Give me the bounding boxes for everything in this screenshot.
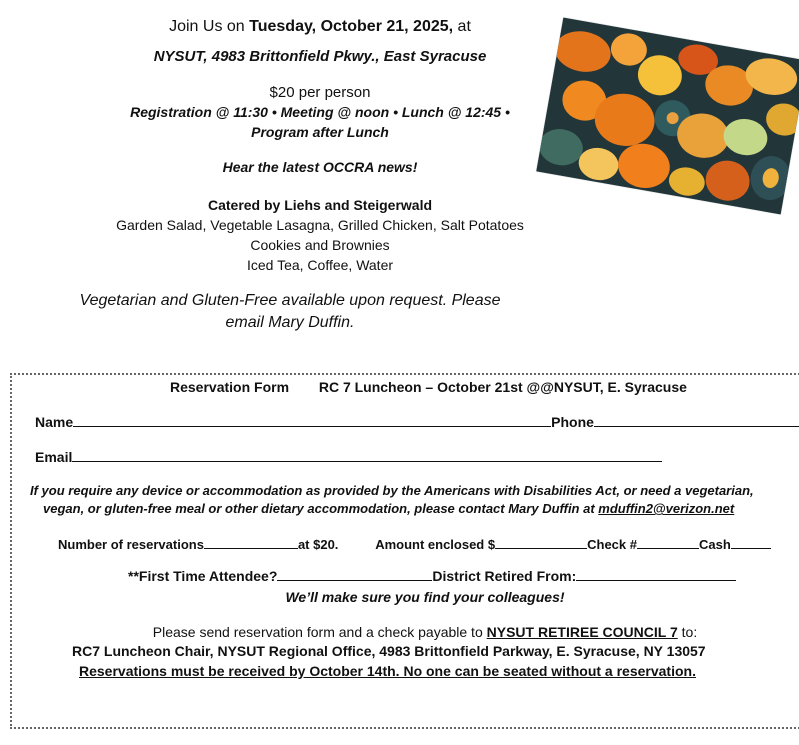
name-field[interactable]	[73, 413, 551, 427]
payment-row	[58, 535, 771, 552]
event-location: NYSUT, 4983 Brittonfield Pkwy., East Syracuse	[153, 48, 487, 65]
send-prefix: Please send reservation form and a check payable to	[152, 624, 487, 640]
news-line: Hear the latest OCCRA news!	[222, 159, 418, 175]
phone-label: Phone	[551, 414, 594, 430]
send-suffix: to:	[677, 624, 698, 640]
join-prefix: Join Us on	[169, 18, 250, 35]
name-phone-row	[35, 413, 799, 430]
num-reservations-label: Number of reservations	[58, 537, 204, 552]
cash-label: Cash	[698, 537, 731, 552]
num-reservations-field[interactable]	[204, 535, 298, 549]
first-time-row	[128, 567, 736, 584]
send-line	[0, 624, 799, 640]
join-suffix: at	[453, 18, 471, 35]
ada-text: vegan, or gluten-free meal or other dietary accommodation, please contact Mary Duffin at	[43, 501, 599, 516]
district-field[interactable]	[576, 567, 736, 581]
veg-line-1: Vegetarian and Gluten-Free available upon request. Please	[79, 292, 501, 309]
menu-line-1: Garden Salad, Vegetable Lasagna, Grilled Chicken, Salt Potatoes	[116, 217, 524, 233]
event-date: Tuesday, October 21, 2025,	[249, 18, 454, 35]
deadline-notice: Reservations must be received by October 14th. No one can be seated without a reservation.	[79, 663, 696, 679]
menu-line-2: Cookies and Brownies	[250, 237, 390, 253]
district-label: District Retired From:	[432, 568, 577, 584]
payee-name: NYSUT RETIREE COUNCIL 7	[486, 624, 678, 640]
email-row	[35, 448, 662, 465]
first-time-label: **First Time Attendee?	[128, 568, 278, 584]
colleagues-line: We’ll make sure you find your colleagues!	[285, 589, 565, 605]
email-label: Email	[35, 449, 73, 465]
schedule-line-1: Registration @ 11:30 • Meeting @ noon • Lunch @ 12:45 •	[130, 104, 510, 120]
menu-line-3: Iced Tea, Coffee, Water	[246, 257, 394, 273]
first-time-field[interactable]	[277, 567, 432, 581]
cash-field[interactable]	[731, 535, 771, 549]
form-title	[170, 379, 687, 395]
caterer-line: Catered by Liehs and Steigerwald	[207, 197, 433, 213]
check-label: Check #	[587, 537, 637, 552]
ada-line-2	[43, 501, 734, 516]
email-field[interactable]	[72, 448, 662, 462]
mailing-address: RC7 Luncheon Chair, NYSUT Regional Office, 4983 Brittonfield Parkway, E. Syracuse, NY 13057	[72, 643, 706, 659]
at-price-label: at $20.	[297, 537, 339, 552]
pumpkins-gourds-photo	[536, 18, 799, 215]
amount-field[interactable]	[495, 535, 587, 549]
amount-label: Amount enclosed $	[375, 537, 496, 552]
name-label: Name	[35, 414, 74, 430]
contact-email-link[interactable]: mduffin2@verizon.net	[598, 501, 735, 516]
check-field[interactable]	[637, 535, 699, 549]
form-title-right: RC 7 Luncheon – October 21st @@NYSUT, E. Syracuse	[318, 379, 687, 395]
schedule-line-2: Program after Lunch	[251, 124, 389, 140]
form-title-left: Reservation Form	[170, 379, 290, 395]
phone-field[interactable]	[594, 413, 799, 427]
ada-line-1: If you require any device or accommodation as provided by the Americans with Disabilities Act, or need a vegetarian,	[30, 483, 754, 498]
veg-line-2: email Mary Duffin.	[225, 314, 355, 331]
join-line	[0, 18, 640, 36]
pumpkins-illustration	[536, 18, 799, 215]
event-price: $20 per person	[269, 84, 371, 101]
